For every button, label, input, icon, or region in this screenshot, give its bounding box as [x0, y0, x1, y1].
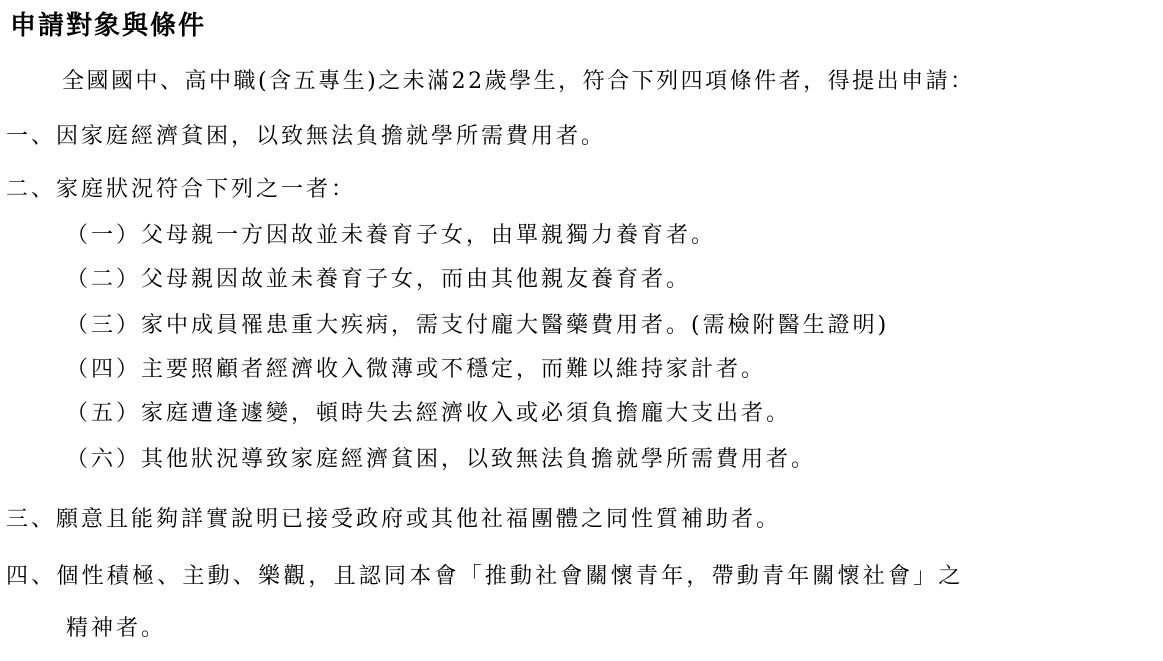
- condition-3: 三、願意且能夠詳實說明已接受政府或其他社福團體之同性質補助者。: [6, 507, 782, 532]
- sub-condition-6: （六）其他狀況導致家庭經濟貧困，以致無法負擔就學所需費用者。: [66, 447, 817, 472]
- condition-4: 四、個性積極、主動、樂觀，且認同本會「推動社會關懷青年，帶動青年關懷社會」之: [6, 564, 964, 589]
- intro-paragraph: 全國國中、高中職(含五專生)之未滿22歲學生，符合下列四項條件者，得提出申請：: [62, 69, 975, 94]
- condition-4-continuation: 精神者。: [66, 616, 167, 641]
- section-title: 申請對象與條件: [10, 11, 207, 41]
- sub-condition-5: （五）家庭遭逢遽變，頓時失去經濟收入或必須負擔龐大支出者。: [66, 401, 792, 426]
- condition-1: 一、因家庭經濟貧困，以致無法負擔就學所需費用者。: [6, 124, 607, 149]
- sub-condition-3: （三）家中成員罹患重大疾病，需支付龐大醫藥費用者。(需檢附醫生證明): [66, 313, 890, 338]
- sub-condition-2: （二）父母親因故並未養育子女，而由其他親友養育者。: [66, 267, 692, 292]
- sub-condition-1: （一）父母親一方因故並未養育子女，由單親獨力養育者。: [66, 223, 717, 248]
- sub-condition-4: （四）主要照顧者經濟收入微薄或不穩定，而難以維持家計者。: [66, 357, 767, 382]
- condition-2: 二、家庭狀況符合下列之一者：: [6, 177, 357, 202]
